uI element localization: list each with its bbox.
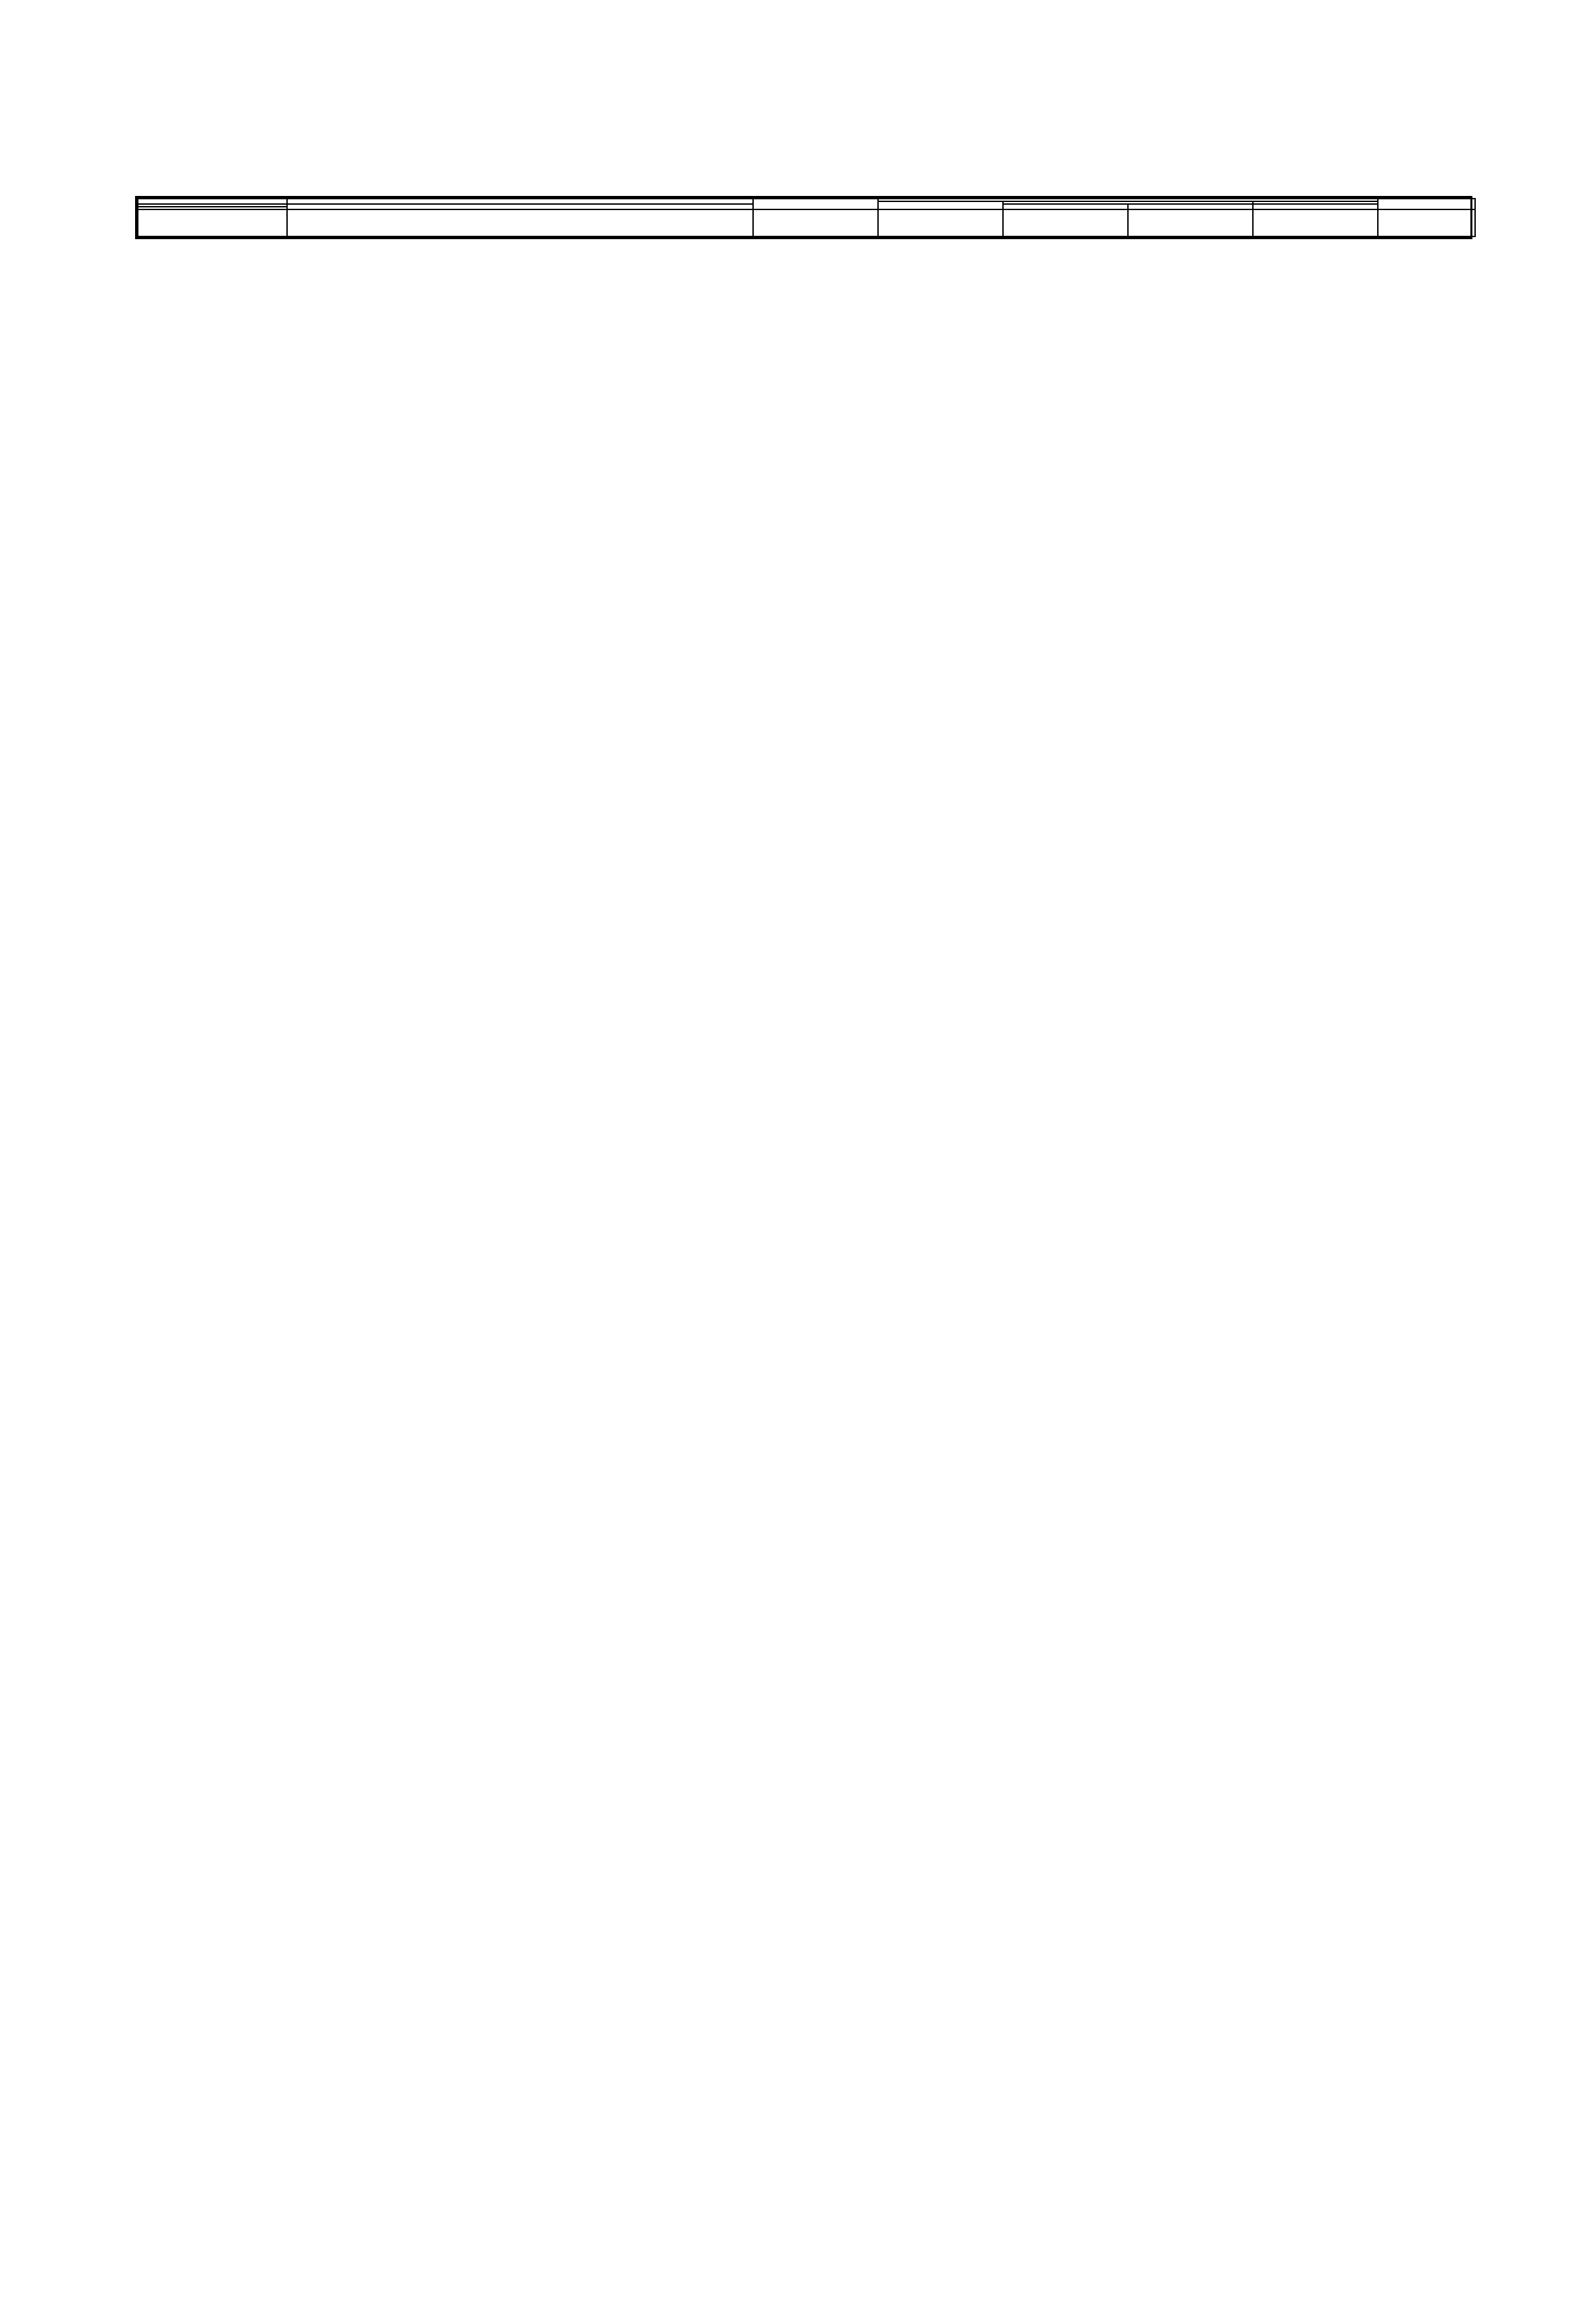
column-number: [1253, 209, 1378, 236]
col-code-header: [138, 199, 287, 204]
col-materials-sub: [1253, 204, 1378, 209]
col-wage-header: [878, 201, 1003, 209]
col-labor-header: [1378, 199, 1475, 209]
column-number: [878, 209, 1003, 236]
column-number: [1128, 209, 1253, 236]
col-direct-costs-header: [753, 199, 878, 209]
column-numbers-row: [138, 209, 1475, 236]
column-number: [1378, 209, 1475, 236]
rate-document: [135, 196, 1472, 239]
col-machines-total-header: [1003, 204, 1128, 209]
col-machinist-wage-header: [1128, 204, 1253, 209]
column-number: [753, 209, 878, 236]
column-number: [138, 209, 287, 236]
col-name-header: [287, 199, 753, 204]
column-number: [287, 209, 753, 236]
column-number: [1003, 209, 1128, 236]
col-name-sub: [287, 204, 753, 209]
header-table: [137, 198, 1476, 237]
